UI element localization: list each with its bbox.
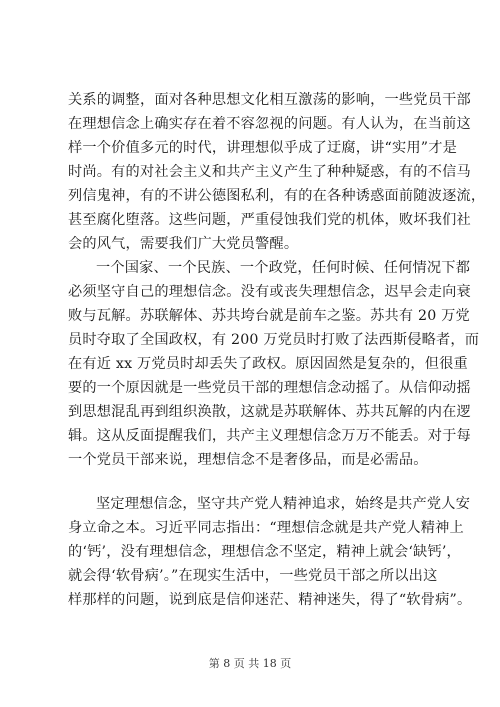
text-line: 到思想混乱再到组织涣散，这就是苏联解体、苏共瓦解的内在逻 <box>68 404 471 420</box>
text-line: 坚定理想信念，坚守共产党人精神追求，始终是共产党人安 <box>96 496 471 512</box>
page-number: 第 8 页 共 18 页 <box>208 657 292 670</box>
text-line: 的‘钙’，没有理想信念，理想信念不坚定，精神上就会‘缺钙’， <box>68 544 461 560</box>
paragraph-3 <box>68 492 472 612</box>
text-line: 败与瓦解。苏联解体、苏共垮台就是前车之鉴。苏共有 20 万党 <box>68 308 470 324</box>
text-line: 辑。这从反面提醒我们，共产主义理想信念万万不能丢。对于每 <box>68 428 471 444</box>
text-line: 一个国家、一个民族、一个政党，任何时候、任何情况下都 <box>96 260 471 276</box>
paragraph-2 <box>68 256 480 472</box>
text-line: 时尚。有的对社会主义和共产主义产生了种种疑惑，有的不信马 <box>68 164 471 180</box>
text-line: 样一个价值多元的时代，讲理想似乎成了迂腐，讲“实用”才是 <box>68 140 457 156</box>
text-line: 会的风气，需要我们广大党员警醒。 <box>68 236 299 252</box>
text-line: 要的一个原因就是一些党员干部的理想信念动摇了。从信仰动摇 <box>68 380 471 396</box>
page-footer <box>0 655 500 671</box>
text-line: 在理想信念上确实存在着不容忽视的问题。有人认为，在当前这 <box>68 116 471 132</box>
document-body <box>68 88 486 612</box>
text-line: 甚至腐化堕落。这些问题，严重侵蚀我们党的机体，败坏我们社 <box>68 212 471 228</box>
text-line: 关系的调整，面对各种思想文化相互激荡的影响，一些党员干部 <box>68 92 471 108</box>
text-line: 列信鬼神，有的不讲公德图私利，有的在各种诱惑面前随波逐流， <box>68 188 486 204</box>
text-line: 就会得‘软骨病’。”在现实生活中，一些党员干部之所以出这 <box>68 568 438 584</box>
text-line: 一个党员干部来说，理想信念不是奢侈品，而是必需品。 <box>68 452 428 468</box>
text-line: 必须坚守自己的理想信念。没有或丧失理想信念，迟早会走向衰 <box>68 284 471 300</box>
text-line: 样那样的问题，说到底是信仰迷茫、精神迷失，得了“软骨病”。 <box>68 592 472 608</box>
paragraph-1 <box>68 88 486 256</box>
text-line: 身立命之本。习近平同志指出：“理想信念就是共产党人精神上 <box>68 520 464 536</box>
text-line: 员时夺取了全国政权，有 200 万党员时打败了法西斯侵略者，而 <box>68 332 480 348</box>
text-line: 在有近 xx 万党员时却丢失了政权。原因固然是复杂的，但很重 <box>68 356 468 372</box>
